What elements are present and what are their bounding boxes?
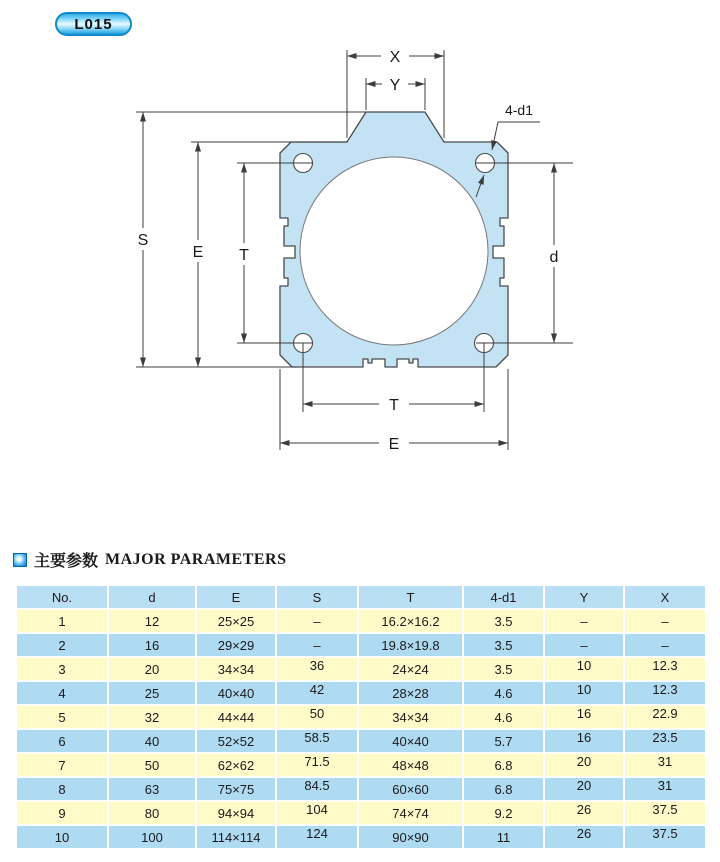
table-cell bbox=[624, 729, 706, 753]
table-cell bbox=[16, 681, 108, 705]
cell-value: 62×62 bbox=[217, 757, 255, 773]
cell-value: 40×40 bbox=[392, 733, 429, 749]
table-row bbox=[16, 825, 706, 849]
table-cell bbox=[463, 825, 544, 849]
cell-value: – bbox=[661, 637, 669, 653]
cell-value: 25 bbox=[144, 685, 160, 701]
table-cell bbox=[16, 657, 108, 681]
cell-value: 3.5 bbox=[494, 637, 513, 653]
cell-value: 34×34 bbox=[217, 661, 255, 677]
table-cell bbox=[544, 729, 624, 753]
section-title-en: MAJOR PARAMETERS bbox=[105, 550, 287, 568]
cell-value: 10 bbox=[576, 657, 592, 673]
cell-value: 5.7 bbox=[494, 733, 513, 749]
table-cell bbox=[544, 705, 624, 729]
cell-value: 28×28 bbox=[392, 685, 429, 701]
table-cell bbox=[16, 801, 108, 825]
cell-value: 124 bbox=[306, 825, 328, 841]
table-row bbox=[16, 801, 706, 825]
table-cell bbox=[544, 633, 624, 657]
table-row bbox=[16, 633, 706, 657]
table-cell bbox=[544, 777, 624, 801]
dim-label-e-left: E bbox=[192, 244, 204, 261]
table-cell bbox=[624, 681, 706, 705]
cell-value: – bbox=[580, 613, 588, 629]
dim-label-s: S bbox=[137, 232, 149, 249]
cell-value: 40 bbox=[144, 733, 160, 749]
cell-value: 20 bbox=[144, 661, 160, 677]
column-header: T bbox=[358, 585, 463, 609]
table-cell bbox=[276, 777, 358, 801]
cell-value: 16 bbox=[576, 705, 592, 721]
table-cell bbox=[624, 705, 706, 729]
table-cell bbox=[196, 705, 276, 729]
cell-value: 22.9 bbox=[652, 705, 678, 721]
table-row bbox=[16, 753, 706, 777]
column-header: Y bbox=[544, 585, 624, 609]
cell-value: 10 bbox=[576, 681, 592, 697]
cell-value: 114×114 bbox=[211, 829, 261, 845]
table-cell bbox=[196, 681, 276, 705]
cell-value: 50 bbox=[144, 757, 160, 773]
table-cell bbox=[358, 825, 463, 849]
table-cell bbox=[108, 729, 196, 753]
cell-value: 3.5 bbox=[494, 613, 513, 629]
table-row bbox=[16, 657, 706, 681]
table-cell bbox=[16, 609, 108, 633]
table-cell bbox=[624, 801, 706, 825]
table-cell bbox=[276, 633, 358, 657]
cell-value: 19.8×19.8 bbox=[381, 637, 440, 653]
table-cell bbox=[358, 705, 463, 729]
cell-value: 44×44 bbox=[217, 709, 255, 725]
table-cell bbox=[16, 633, 108, 657]
table-cell bbox=[624, 657, 706, 681]
cell-value: 4.6 bbox=[494, 709, 513, 725]
dim-label-t-left: T bbox=[239, 247, 249, 264]
table-cell bbox=[276, 681, 358, 705]
table-cell bbox=[16, 729, 108, 753]
cell-value: 2 bbox=[58, 637, 66, 653]
cell-value: 74×74 bbox=[392, 805, 429, 821]
bore-circle bbox=[300, 157, 488, 345]
table-cell bbox=[196, 801, 276, 825]
profile-outline bbox=[280, 112, 508, 367]
table-cell bbox=[108, 609, 196, 633]
table-cell bbox=[196, 777, 276, 801]
column-header: 4-d1 bbox=[463, 585, 544, 609]
cell-value: 7 bbox=[58, 757, 66, 773]
dim-label-x: X bbox=[389, 49, 401, 66]
table-cell bbox=[358, 633, 463, 657]
table-cell bbox=[463, 777, 544, 801]
table-cell bbox=[276, 609, 358, 633]
cell-value: 31 bbox=[657, 753, 673, 769]
cell-value: 16.2×16.2 bbox=[381, 613, 440, 629]
section-title bbox=[13, 548, 287, 571]
table-cell bbox=[544, 609, 624, 633]
cell-value: 20 bbox=[576, 777, 592, 793]
table-cell bbox=[463, 801, 544, 825]
cell-value: 52×52 bbox=[217, 733, 255, 749]
holes-callout-label: 4-d1 bbox=[504, 102, 534, 118]
table-cell bbox=[358, 657, 463, 681]
table-cell bbox=[544, 753, 624, 777]
table-cell bbox=[358, 729, 463, 753]
cell-value: 11 bbox=[496, 829, 511, 845]
table-cell bbox=[16, 753, 108, 777]
table-cell bbox=[358, 801, 463, 825]
cell-value: 12.3 bbox=[652, 681, 678, 697]
cell-value: 6 bbox=[58, 733, 66, 749]
cell-value: – bbox=[580, 637, 588, 653]
cell-value: 24×24 bbox=[392, 661, 429, 677]
cell-value: 4 bbox=[58, 685, 66, 701]
table-cell bbox=[108, 777, 196, 801]
cell-value: 75×75 bbox=[217, 781, 255, 797]
cell-value: 29×29 bbox=[217, 637, 255, 653]
cell-value: 31 bbox=[657, 777, 673, 793]
table-cell bbox=[624, 777, 706, 801]
table-cell bbox=[108, 705, 196, 729]
cell-value: 16 bbox=[144, 637, 160, 653]
table-cell bbox=[358, 777, 463, 801]
cell-value: 23.5 bbox=[652, 729, 678, 745]
table-cell bbox=[624, 633, 706, 657]
table-cell bbox=[544, 825, 624, 849]
column-header: X bbox=[624, 585, 706, 609]
table-cell bbox=[463, 633, 544, 657]
cell-value: 12 bbox=[144, 613, 160, 629]
cell-value: 26 bbox=[576, 825, 592, 841]
cell-value: 48×48 bbox=[392, 757, 429, 773]
parameters-table bbox=[15, 584, 707, 850]
cell-value: – bbox=[661, 613, 669, 629]
column-header: E bbox=[196, 585, 276, 609]
cell-value: 50 bbox=[309, 705, 325, 721]
cell-value: 60×60 bbox=[392, 781, 429, 797]
cell-value: 9.2 bbox=[494, 805, 513, 821]
table-row bbox=[16, 705, 706, 729]
cell-value: 10 bbox=[54, 829, 70, 845]
table-cell bbox=[276, 657, 358, 681]
table-cell bbox=[276, 705, 358, 729]
cell-value: 84.5 bbox=[304, 777, 330, 793]
cell-value: 71.5 bbox=[304, 753, 330, 769]
cell-value: 4.6 bbox=[494, 685, 513, 701]
table-cell bbox=[196, 633, 276, 657]
cell-value: 90×90 bbox=[392, 829, 429, 845]
model-badge-label: L015 bbox=[74, 15, 113, 33]
cell-value: 25×25 bbox=[217, 613, 255, 629]
cell-value: 3 bbox=[58, 661, 66, 677]
cell-value: 6.8 bbox=[494, 757, 513, 773]
table-cell bbox=[196, 825, 276, 849]
cell-value: 16 bbox=[576, 729, 592, 745]
cell-value: 36 bbox=[309, 657, 325, 673]
column-header: S bbox=[276, 585, 358, 609]
table-cell bbox=[108, 633, 196, 657]
cell-value: 12.3 bbox=[652, 657, 678, 673]
table-cell bbox=[463, 753, 544, 777]
cell-value: 42 bbox=[309, 681, 325, 697]
table-cell bbox=[196, 729, 276, 753]
table-cell bbox=[358, 609, 463, 633]
table-header-row bbox=[16, 585, 706, 609]
table-cell bbox=[624, 825, 706, 849]
column-header: No. bbox=[16, 585, 108, 609]
cell-value: 37.5 bbox=[652, 801, 678, 817]
cell-value: 32 bbox=[144, 709, 160, 725]
cell-value: 26 bbox=[576, 801, 592, 817]
cell-value: 37.5 bbox=[652, 825, 678, 841]
table-cell bbox=[108, 801, 196, 825]
table-cell bbox=[108, 657, 196, 681]
cell-value: – bbox=[313, 613, 321, 629]
dim-label-e-bottom: E bbox=[388, 436, 400, 453]
table-row bbox=[16, 609, 706, 633]
cell-value: 104 bbox=[306, 801, 328, 817]
cell-value: 100 bbox=[141, 829, 163, 845]
table-cell bbox=[358, 681, 463, 705]
table-cell bbox=[544, 681, 624, 705]
section-title-zh: 主要参数 bbox=[34, 553, 99, 570]
cell-value: 34×34 bbox=[392, 709, 429, 725]
table-cell bbox=[358, 753, 463, 777]
table-cell bbox=[624, 753, 706, 777]
table-cell bbox=[108, 681, 196, 705]
table-cell bbox=[463, 705, 544, 729]
table-cell bbox=[463, 657, 544, 681]
table-cell bbox=[196, 657, 276, 681]
table-cell bbox=[544, 801, 624, 825]
cell-value: 80 bbox=[144, 805, 160, 821]
table-cell bbox=[276, 825, 358, 849]
table-cell bbox=[463, 681, 544, 705]
table-cell bbox=[196, 609, 276, 633]
dim-label-d: d bbox=[549, 249, 559, 266]
table-cell bbox=[544, 657, 624, 681]
cell-value: 9 bbox=[58, 805, 66, 821]
table-cell bbox=[16, 777, 108, 801]
table-cell bbox=[16, 705, 108, 729]
cell-value: 94×94 bbox=[217, 805, 255, 821]
table-cell bbox=[108, 753, 196, 777]
cell-value: – bbox=[313, 637, 321, 653]
cell-value: 8 bbox=[58, 781, 66, 797]
cell-value: 63 bbox=[144, 781, 160, 797]
table-row bbox=[16, 777, 706, 801]
table-cell bbox=[16, 825, 108, 849]
dim-label-t-bottom: T bbox=[389, 397, 399, 414]
table-cell bbox=[276, 729, 358, 753]
table-cell bbox=[108, 825, 196, 849]
table-row bbox=[16, 729, 706, 753]
section-bullet-icon bbox=[13, 553, 27, 567]
cell-value: 58.5 bbox=[304, 729, 330, 745]
table-cell bbox=[196, 753, 276, 777]
table-cell bbox=[624, 609, 706, 633]
table-cell bbox=[463, 729, 544, 753]
cell-value: 5 bbox=[58, 709, 66, 725]
column-header: d bbox=[108, 585, 196, 609]
table-row bbox=[16, 681, 706, 705]
dim-label-y: Y bbox=[389, 77, 401, 94]
table-cell bbox=[276, 753, 358, 777]
cell-value: 3.5 bbox=[494, 661, 513, 677]
cell-value: 40×40 bbox=[217, 685, 255, 701]
table-cell bbox=[276, 801, 358, 825]
cell-value: 6.8 bbox=[494, 781, 513, 797]
cell-value: 20 bbox=[576, 753, 592, 769]
table-cell bbox=[463, 609, 544, 633]
cell-value: 1 bbox=[58, 613, 66, 629]
